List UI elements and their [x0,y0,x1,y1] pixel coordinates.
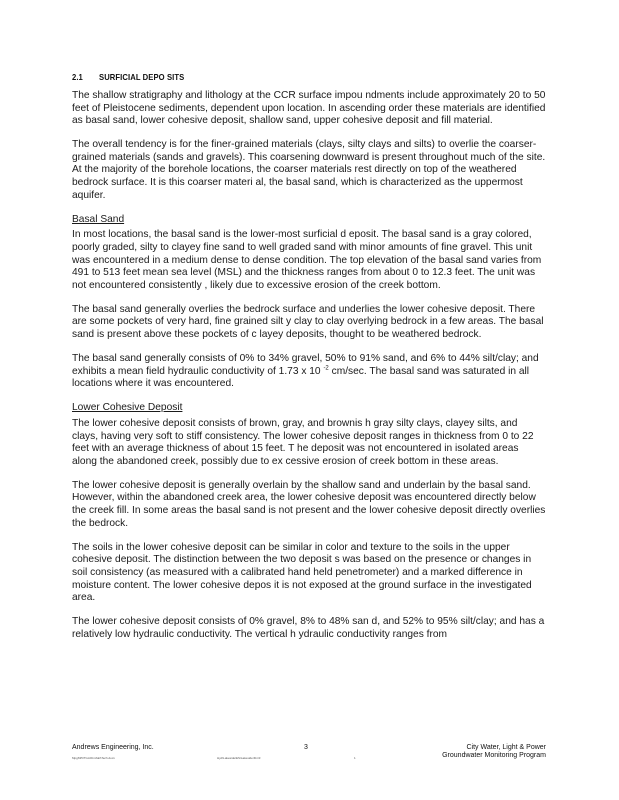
page-number: 3 [304,744,308,751]
page-footer [72,744,546,770]
lower-cohesive-paragraph-4: The lower cohesive deposit consists of 0% gravel, 8% to 48% san d, and 52% to 95% silt/clay; and has a relatively low hydraulic conductivity. The vertical h ydraulic conductivity ranges from [72,616,545,640]
section-heading [72,72,499,82]
footer-file-ref: Hyd\Lakeside\ES\Lakeside\Fin\3 [217,756,261,760]
footer-file-path: Mpg635\TGA\Fin\AEI\Tech.docx [72,756,115,760]
footer-client-line-2: Groundwater Monitoring Program [442,752,546,759]
intro-paragraph-1: The shallow stratigraphy and lithology at the CCR surface impou ndments include approximately 20 to 50 feet of Pleistocene sediments, dependent upon location. In ascending order these materials are identified as basal sand, lower cohesive deposit, shallow sand, upper cohesive deposit and fill material. [72,90,546,127]
basal-sand-paragraph-3 [72,353,546,391]
exponent: -2 [323,365,329,372]
lower-cohesive-paragraph-3: The soils in the lower cohesive deposit can be similar in color and texture to the soils in the upper cohesive deposit. The distinction between the two deposit s was based on the presence or changes in soil consistency (as measured with a calibrated hand held penetrometer) and a marked difference in moisture content. The lower cohesive depos it is not exposed at the ground surface in the investigated area. [72,541,532,604]
page-body [72,72,546,641]
footer-mark: 1 [354,756,356,760]
lower-cohesive-heading: Lower Cohesive Deposit [72,402,183,414]
footer-company: Andrews Engineering, Inc. [72,744,154,751]
footer-client [442,744,546,760]
footer-client-line-1: City Water, Light & Power [466,744,546,751]
basal-sand-heading: Basal Sand [72,213,125,225]
lower-cohesive-paragraph-2: The lower cohesive deposit is generally overlain by the shallow sand and underlain by the basal sand. However, within the abandoned creek area, the lower cohesive deposit was encountered directly below the creek fill. In some areas the basal sand is not present and the lower cohesive deposit directly overlies the bedrock. [72,479,546,529]
basal-sand-p3-text-end: cm/sec. The basal sand was saturated in all locations where it was encountered. [72,365,530,390]
basal-sand-p3-text: The basal sand generally consists of 0% to 34% gravel, 50% to 91% sand, and 6% to 44% silt/clay; and exhibits a mean field hydraulic conductivity of 1.73 x 10 [72,353,539,377]
intro-paragraph-2: The overall tendency is for the finer-grained materials (clays, silty clays and silts) to overlie the coarser-grained materials (sands and gravels). This coarsening downward is present throughout much of the site. At the majority of the borehole locations, the coarser materials rest directly on top of the weathered bedrock surface. It is this coarser materi al, the basal sand, which is characterized as the uppermost aquifer. [72,139,546,201]
basal-sand-paragraph-2: The basal sand generally overlies the bedrock surface and underlies the lower cohesive deposit. There are some pockets of very hard, fine grained silt y clay to clay overlying bedrock in a few areas. The basal sand is present above these pockets of c layey deposits, thought to be weathered bedrock. [72,303,544,340]
lower-cohesive-paragraph-1: The lower cohesive deposit consists of brown, gray, and brownis h gray silty clays, clayey silts, and clays, having very soft to stiff consistency. The lower cohesive deposit ranges in thickness from 0 to 22 feet with an average thickness of about 15 feet. T he deposit was not encountered in isolated areas along the abandoned creek, possibly due to ex cessive erosion of creek bottom in these areas. [72,417,534,467]
basal-sand-paragraph-1: In most locations, the basal sand is the lower-most surficial d eposit. The basal sand is a gray colored, poorly graded, silty to clayey fine sand to well graded sand with minor amounts of fine gravel. This unit was encountered in a medium dense to dense condition. The top elevation of the basal sand varies from 491 to 513 feet mean sea level (MSL) and the thickness ranges from about 0 to 12.3 feet. The unit was not encountered consistently , likely due to excessive erosion of the creek bottom. [72,229,542,291]
section-number: 2.1 [72,72,83,82]
section-title: SURFICIAL DEPO SITS [99,72,185,82]
